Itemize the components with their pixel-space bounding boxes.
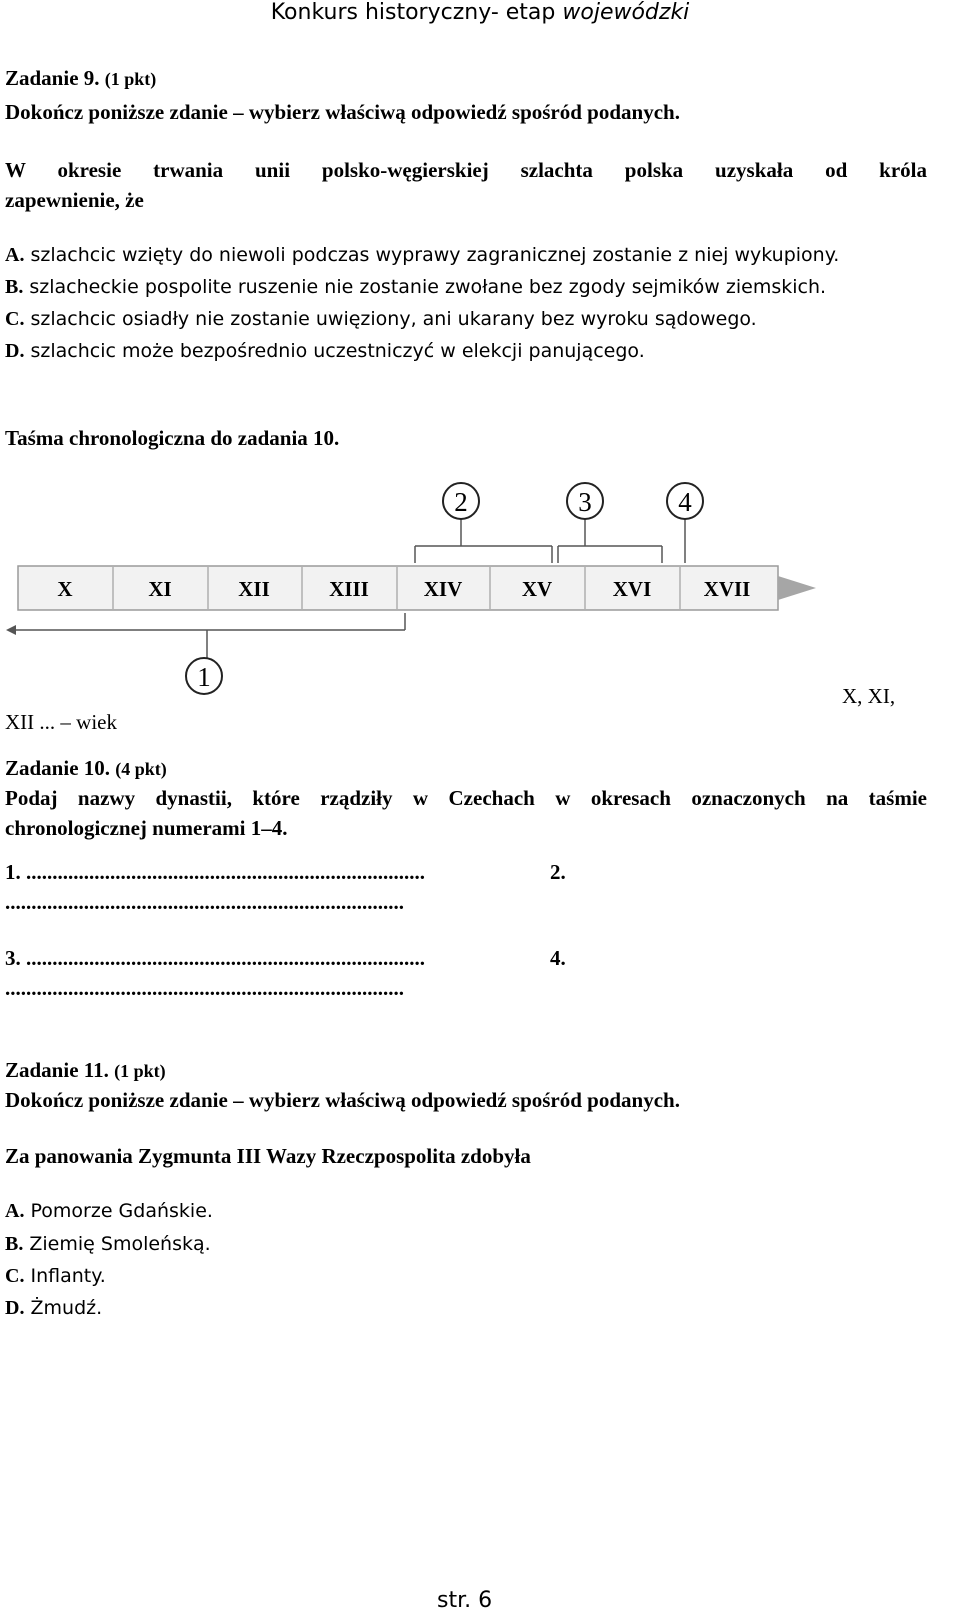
- marker-3: [567, 483, 603, 519]
- century-label: XV: [521, 577, 553, 601]
- task11-option-d: [5, 1297, 102, 1320]
- option-text: szlachcic osiadły nie zostanie uwięziony, ani ukarany bez wyroku sądowego.: [30, 308, 757, 330]
- answer-line-1[interactable]: [5, 860, 425, 885]
- century-label: XI: [148, 577, 172, 601]
- timeline-label-right: X, XI,: [842, 684, 896, 708]
- answer-line-4[interactable]: ............................................................................: [5, 976, 404, 1000]
- timeline-diagram: [0, 470, 960, 700]
- task11-points: (1 pkt): [114, 1061, 166, 1081]
- answer-number-4: 4.: [550, 946, 566, 970]
- option-letter: C.: [5, 308, 25, 330]
- option-letter: C.: [5, 1265, 25, 1287]
- option-letter: A.: [5, 244, 25, 266]
- option-text: Pomorze Gdańskie.: [30, 1200, 213, 1222]
- option-letter: D.: [5, 1297, 25, 1319]
- task9-instruction: Dokończ poniższe zdanie – wybierz właściwą odpowiedź spośród podanych.: [5, 100, 680, 124]
- timeline-title: Taśma chronologiczna do zadania 10.: [5, 426, 340, 450]
- option-letter: A.: [5, 1200, 25, 1222]
- task9-option-d: [5, 340, 645, 363]
- marker-2: [443, 483, 479, 519]
- header-title-prefix: Konkurs historyczny- etap: [270, 0, 563, 25]
- answer-number-2: 2.: [550, 860, 566, 884]
- answer-line-3[interactable]: [5, 946, 425, 971]
- answer-number: 3.: [5, 946, 21, 970]
- task9-title: Zadanie 9.: [5, 66, 100, 90]
- marker-number: 3: [578, 487, 592, 517]
- task11-instruction: Dokończ poniższe zdanie – wybierz właściwą odpowiedź spośród podanych.: [5, 1088, 680, 1112]
- marker-number: 4: [678, 487, 692, 517]
- century-label: XII: [238, 577, 270, 601]
- option-text: Inflanty.: [30, 1265, 106, 1287]
- option-letter: B.: [5, 276, 24, 298]
- task9-option-b: [5, 276, 826, 299]
- answer-dots: ............................................................................: [26, 860, 425, 884]
- task10-instruction-line1: Podaj nazwy dynastii, które rządziły w Czechach w okresach oznaczonych na taśmie: [5, 786, 927, 810]
- option-text: szlachcic wzięty do niewoli podczas wyprawy zagranicznej zostanie z niej wykupiony.: [30, 244, 840, 266]
- marker-4: [667, 483, 703, 519]
- century-label: XVII: [703, 577, 751, 601]
- century-label: XVI: [612, 577, 652, 601]
- century-label: XIV: [423, 577, 463, 601]
- timeline-arrow-icon: [778, 576, 816, 600]
- timeline-tape: [18, 566, 778, 610]
- marker-number: 1: [197, 662, 211, 692]
- task9-stem-line1: W okresie trwania unii polsko-węgierskiej szlachta polska uzyskała od króla: [5, 158, 927, 182]
- task10-instruction-line2: chronologicznej numerami 1–4.: [5, 816, 288, 840]
- task11-heading: [5, 1058, 166, 1083]
- task11-option-c: [5, 1265, 106, 1288]
- task10-title: Zadanie 10.: [5, 756, 111, 780]
- task11-option-a: [5, 1200, 213, 1223]
- marker-number: 2: [454, 487, 468, 517]
- task9-stem-line2: zapewnienie, że: [5, 188, 144, 212]
- task9-heading: [5, 66, 156, 91]
- page-header: [0, 0, 960, 25]
- answer-line-2[interactable]: ............................................................................: [5, 890, 404, 914]
- task10-points: (4 pkt): [115, 759, 167, 779]
- task9-option-a: [5, 244, 839, 267]
- page-number: str. 6: [437, 1588, 493, 1613]
- option-letter: D.: [5, 340, 25, 362]
- option-text: Ziemię Smoleńską.: [29, 1233, 211, 1255]
- task11-option-b: [5, 1233, 211, 1256]
- header-title-italic: wojewódzki: [562, 0, 690, 25]
- task11-title: Zadanie 11.: [5, 1058, 109, 1082]
- marker-1: [186, 658, 222, 694]
- task9-option-c: [5, 308, 757, 331]
- century-label: X: [57, 577, 73, 601]
- left-arrow-icon: [6, 625, 16, 635]
- task10-heading: [5, 756, 167, 781]
- task11-stem: Za panowania Zygmunta III Wazy Rzeczpospolita zdobyła: [5, 1144, 531, 1168]
- option-text: Żmudź.: [30, 1297, 103, 1319]
- century-label: XIII: [329, 577, 369, 601]
- brackets-top: [415, 516, 685, 563]
- timeline-label-left: XII ... – wiek: [5, 710, 117, 734]
- task9-points: (1 pkt): [104, 69, 157, 89]
- option-text: szlachcic może bezpośrednio uczestniczyć w elekcji panującego.: [30, 340, 645, 362]
- option-letter: B.: [5, 1233, 24, 1255]
- option-text: szlacheckie pospolite ruszenie nie zostanie zwołane bez zgody sejmików ziemskich.: [29, 276, 827, 298]
- answer-number: 1.: [5, 860, 21, 884]
- answer-dots: ............................................................................: [26, 946, 425, 970]
